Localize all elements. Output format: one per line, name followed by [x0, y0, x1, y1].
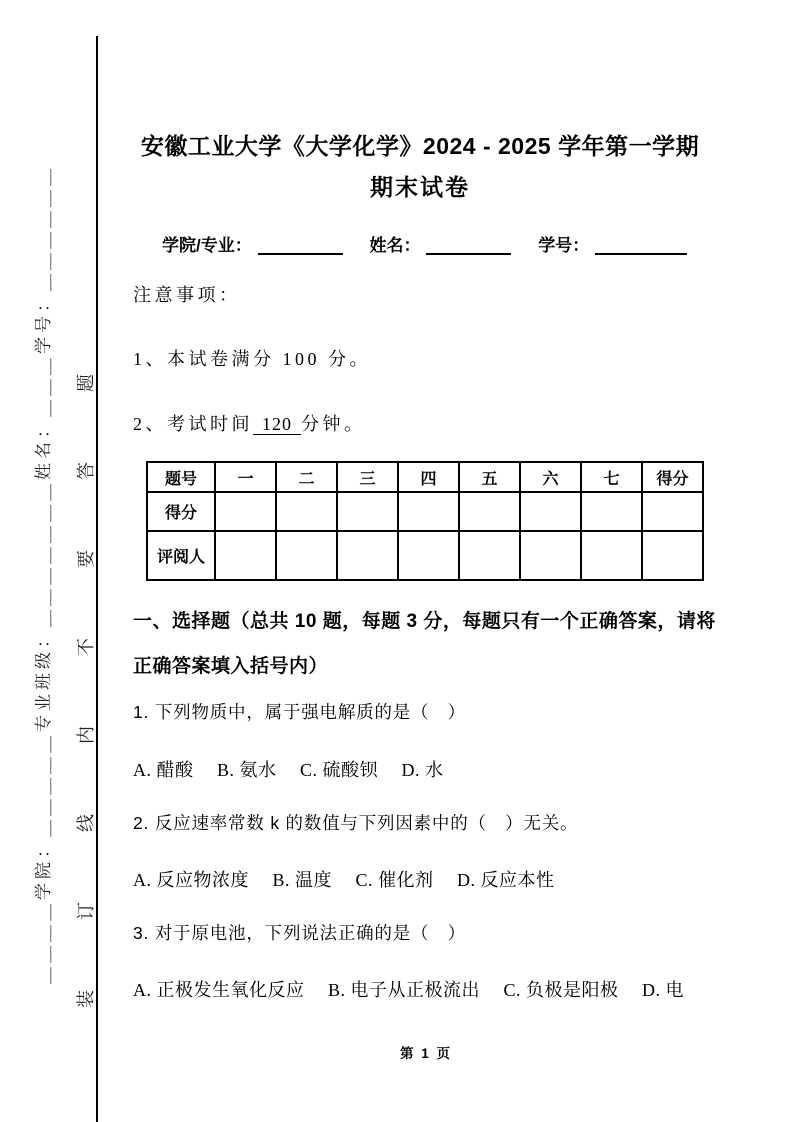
score-table-score-row	[147, 492, 703, 531]
binding-seal-text-rotated: 装订线内不要答题	[76, 304, 96, 1008]
reviewer-empty-cell	[276, 531, 337, 580]
score-table-header-cell: 题号	[147, 462, 215, 492]
score-empty-cell	[581, 492, 642, 531]
question-3-options: A. 正极发生氧化反应 B. 电子从正极流出 C. 负极是阳极 D. 电	[133, 980, 685, 1000]
student-id-label: 学号：	[538, 236, 590, 255]
score-table-header-cell: 七	[581, 462, 642, 492]
score-empty-cell	[215, 492, 276, 531]
exam-title-line2: 期末试卷	[370, 174, 470, 200]
score-table-header-cell: 五	[459, 462, 520, 492]
college-major-blank	[258, 238, 343, 255]
score-empty-cell	[276, 492, 337, 531]
notice-item-2-prefix: 2、考试时间	[133, 414, 253, 434]
score-empty-cell	[520, 492, 581, 531]
reviewer-row-label: 评阅人	[147, 531, 215, 580]
student-info-line	[162, 231, 687, 256]
reviewer-empty-cell	[642, 531, 703, 580]
question-2-stem: 2. 反应速率常数 k 的数值与下列因素中的（ ）无关。	[133, 813, 579, 833]
notice-item-1: 1、本试卷满分 100 分。	[133, 349, 371, 369]
margin-student-info-rotated: ＿＿＿＿学院：＿＿＿＿＿专业班级：＿＿＿＿＿＿＿姓名：＿＿＿学号：＿＿＿＿＿＿	[34, 165, 53, 984]
question-1-stem: 1. 下列物质中，属于强电解质的是（ ）	[133, 702, 466, 722]
score-table-header-cell: 得分	[642, 462, 703, 492]
page-number-footer: 第 1 页	[399, 1046, 452, 1061]
score-table-reviewer-row	[147, 531, 703, 580]
score-empty-cell	[398, 492, 459, 531]
reviewer-empty-cell	[581, 531, 642, 580]
exam-duration-value: 120	[253, 414, 301, 435]
student-id-blank	[595, 238, 687, 255]
reviewer-empty-cell	[459, 531, 520, 580]
notice-item-2-suffix: 分钟。	[301, 414, 366, 434]
college-major-label: 学院/专业：	[162, 236, 252, 255]
reviewer-empty-cell	[337, 531, 398, 580]
notices-heading: 注意事项：	[133, 285, 241, 305]
score-empty-cell	[337, 492, 398, 531]
score-empty-cell	[459, 492, 520, 531]
question-3-stem: 3. 对于原电池，下列说法正确的是（ ）	[133, 923, 466, 943]
reviewer-empty-cell	[398, 531, 459, 580]
score-row-label: 得分	[147, 492, 215, 531]
score-table-header-cell: 六	[520, 462, 581, 492]
score-table-header-row	[147, 462, 703, 492]
notice-item-2	[133, 410, 366, 436]
reviewer-empty-cell	[520, 531, 581, 580]
reviewer-empty-cell	[215, 531, 276, 580]
name-blank	[426, 238, 511, 255]
score-empty-cell	[642, 492, 703, 531]
score-table-header-cell: 一	[215, 462, 276, 492]
section1-heading-line2: 正确答案填入括号内）	[133, 656, 329, 677]
score-table-header-cell: 三	[337, 462, 398, 492]
exam-title-line1: 安徽工业大学《大学化学》2024 - 2025 学年第一学期	[140, 133, 700, 159]
question-2-options: A. 反应物浓度 B. 温度 C. 催化剂 D. 反应本性	[133, 870, 555, 890]
score-table-header-cell: 二	[276, 462, 337, 492]
question-1-options: A. 醋酸 B. 氨水 C. 硫酸钡 D. 水	[133, 760, 444, 780]
name-label: 姓名：	[369, 236, 421, 255]
score-table-header-cell: 四	[398, 462, 459, 492]
section1-heading-line1: 一、选择题（总共 10 题，每题 3 分，每题只有一个正确答案，请将	[133, 611, 716, 632]
score-table	[146, 461, 704, 581]
